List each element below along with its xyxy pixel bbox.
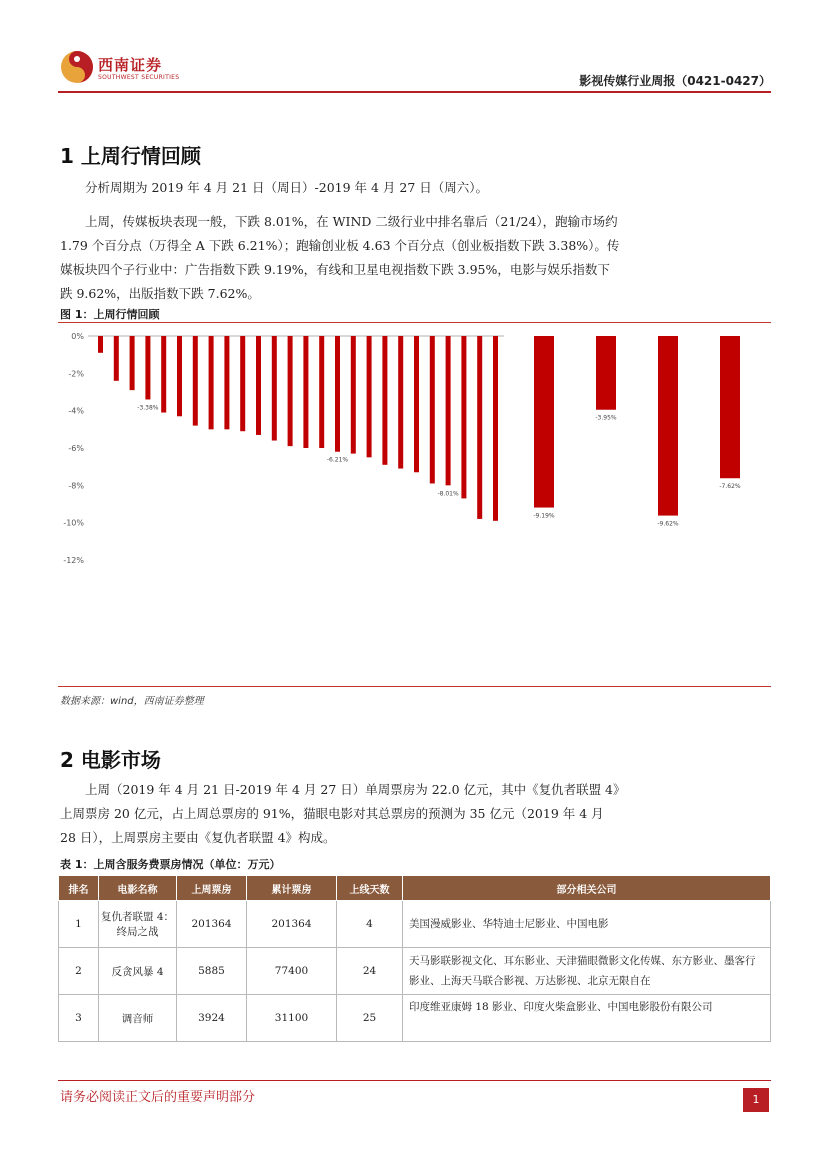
chart-canvas bbox=[58, 324, 771, 686]
rank-cell: 1 bbox=[59, 901, 99, 948]
table-title: 表 1：上周含服务费票房情况（单位：万元） bbox=[60, 858, 281, 871]
bar bbox=[240, 336, 245, 431]
figure-source: 数据来源：wind，西南证券整理 bbox=[60, 696, 204, 707]
weekly-box-office-cell: 3924 bbox=[177, 995, 247, 1042]
bar bbox=[177, 336, 182, 416]
weekly-box-office-cell: 201364 bbox=[177, 901, 247, 948]
table-row bbox=[59, 901, 771, 948]
section-body bbox=[60, 778, 620, 850]
rank-cell: 2 bbox=[59, 948, 99, 995]
bar bbox=[367, 336, 372, 457]
bar bbox=[720, 336, 740, 478]
bar bbox=[430, 336, 435, 483]
bar bbox=[303, 336, 308, 448]
paragraph: 分析周期为 2019 年 4 月 21 日（周日）-2019 年 4 月 27 日（周六）。 bbox=[85, 180, 489, 195]
column-header: 上周票房 bbox=[177, 876, 247, 901]
total-box-office-cell: 31100 bbox=[247, 995, 337, 1042]
bar bbox=[446, 336, 451, 485]
bar bbox=[130, 336, 135, 390]
bar bbox=[335, 336, 340, 452]
paragraph: 上周，传媒板块表现一般，下跌 8.01%，在 WIND 二级行业中排名靠后（21/24），跑输市场约 1.79 个百分点（万得全 A 下跌 6.21%）；跑输创业板 4.63 个百分点（创业板指数下跌 3.38%）。传媒板块四个子行业中：广告指数下跌 9.19%，有线和卫星电视指数下跌 3.95%，电影与娱乐指数下跌 9.62%，出版指数下跌 7.62%。 bbox=[60, 214, 620, 301]
data-label: -3.38% bbox=[137, 404, 159, 412]
y-tick-label: -2% bbox=[68, 369, 84, 379]
table-row bbox=[59, 995, 771, 1042]
section-heading: 1 上周行情回顾 bbox=[60, 144, 201, 168]
bar bbox=[193, 336, 198, 426]
brand-name-en: SOUTHWEST SECURITIES bbox=[98, 74, 180, 81]
column-header: 部分相关公司 bbox=[403, 876, 771, 901]
paragraph: 上周（2019 年 4 月 21 日-2019 年 4 月 27 日）单周票房为 22.0 亿元，其中《复仇者联盟 4》上周票房 20 亿元，占上周总票房的 91%，猫眼电影对其总票房的预测为 35 亿元（2019 年 4 月 28 日），上周票房主要由《复仇者联盟 4》构成。 bbox=[60, 782, 620, 845]
companies-cell: 美国漫威影业、华特迪士尼影业、中国电影 bbox=[403, 901, 771, 948]
page-number: 1 bbox=[743, 1088, 769, 1112]
days-cell: 4 bbox=[337, 901, 403, 948]
bar bbox=[161, 336, 166, 413]
bar bbox=[98, 336, 103, 353]
data-label: -3.95% bbox=[595, 414, 617, 422]
bar bbox=[461, 336, 466, 498]
bar bbox=[658, 336, 678, 516]
column-header: 电影名称 bbox=[99, 876, 177, 901]
total-box-office-cell: 77400 bbox=[247, 948, 337, 995]
bar bbox=[493, 336, 498, 521]
movie-name-cell: 调音师 bbox=[99, 995, 177, 1042]
market-review-chart bbox=[58, 324, 771, 686]
figure-bottom-rule bbox=[58, 686, 771, 687]
days-cell: 25 bbox=[337, 995, 403, 1042]
movie-name-cell: 复仇者联盟 4：终局之战 bbox=[99, 901, 177, 948]
movie-name-cell: 反贪风暴 4 bbox=[99, 948, 177, 995]
figure-top-rule bbox=[58, 322, 771, 323]
box-office-table bbox=[58, 875, 771, 1042]
bar bbox=[319, 336, 324, 448]
data-label: -9.19% bbox=[533, 512, 555, 520]
weekly-box-office-cell: 5885 bbox=[177, 948, 247, 995]
y-tick-label: -8% bbox=[68, 481, 84, 491]
table-row bbox=[59, 948, 771, 995]
section-heading: 2 电影市场 bbox=[60, 748, 161, 772]
bar bbox=[382, 336, 387, 465]
y-tick-label: -10% bbox=[63, 518, 84, 528]
y-tick-label: -12% bbox=[63, 556, 84, 565]
bar bbox=[224, 336, 229, 429]
header-divider bbox=[58, 91, 771, 93]
bar bbox=[414, 336, 419, 472]
bar bbox=[534, 336, 554, 508]
data-label: -9.62% bbox=[657, 520, 679, 528]
bar bbox=[256, 336, 261, 435]
table-header-row bbox=[59, 876, 771, 901]
bar bbox=[351, 336, 356, 454]
company-logo bbox=[60, 50, 180, 86]
bar bbox=[145, 336, 150, 399]
column-header: 累计票房 bbox=[247, 876, 337, 901]
disclaimer-note: 请务必阅读正文后的重要声明部分 bbox=[60, 1090, 256, 1105]
total-box-office-cell: 201364 bbox=[247, 901, 337, 948]
bar bbox=[398, 336, 403, 469]
bar bbox=[272, 336, 277, 441]
days-cell: 24 bbox=[337, 948, 403, 995]
bar bbox=[596, 336, 616, 410]
footer-divider bbox=[58, 1080, 771, 1081]
bar bbox=[288, 336, 293, 446]
bar bbox=[209, 336, 214, 429]
brand-name-cn: 西南证券 bbox=[98, 56, 163, 74]
companies-cell: 印度维亚康姆 18 影业、印度火柴盒影业、中国电影股份有限公司 bbox=[403, 995, 771, 1042]
y-tick-label: -6% bbox=[68, 444, 84, 453]
y-tick-label: -4% bbox=[68, 406, 84, 416]
report-title: 影视传媒行业周报（0421-0427） bbox=[579, 74, 771, 88]
figure-title: 图 1：上周行情回顾 bbox=[60, 308, 160, 321]
section-body bbox=[60, 176, 620, 306]
companies-cell: 天马影联影视文化、耳东影业、天津猫眼微影文化传媒、东方影业、墨客行影业、上海天马联合影视、万达影视、北京无限自在 bbox=[403, 948, 771, 995]
data-label: -7.62% bbox=[719, 483, 741, 491]
bar bbox=[477, 336, 482, 519]
data-label: -8.01% bbox=[437, 490, 459, 498]
column-header: 上线天数 bbox=[337, 876, 403, 901]
y-tick-label: 0% bbox=[71, 332, 84, 341]
rank-cell: 3 bbox=[59, 995, 99, 1042]
bar bbox=[114, 336, 119, 381]
logo-emblem-icon bbox=[60, 50, 94, 84]
data-label: -6.21% bbox=[326, 456, 349, 464]
column-header: 排名 bbox=[59, 876, 99, 901]
